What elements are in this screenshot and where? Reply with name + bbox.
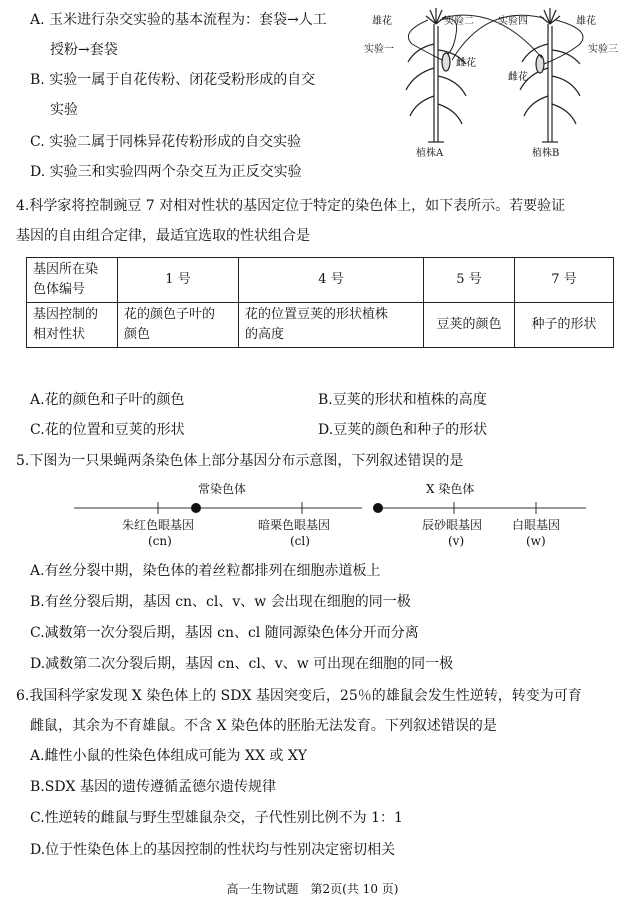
q6-option-b: B.SDX 基因的遗传遵循孟德尔遗传规律 — [30, 779, 276, 795]
label-gene-cl: 暗栗色眼基因 — [258, 518, 331, 532]
cell-text: 颜色 — [124, 327, 151, 342]
fig-label-female-left: 雌花 — [456, 58, 476, 69]
table-cell: 种子的形状 — [515, 303, 614, 348]
table-cell: 4 号 — [239, 258, 424, 303]
q6-option-c: C.性逆转的雌鼠与野生型雄鼠杂交，子代性别比例不为 1：1 — [30, 810, 403, 826]
q3-option-d: D. 实验三和实验四两个杂交互为正反交实验 — [30, 164, 302, 180]
table-header-cell — [27, 303, 118, 348]
fig-label-plant-a: 植株A — [416, 148, 444, 159]
table-cell: 豆荚的颜色 — [424, 303, 515, 348]
q3-option-a-cont: 授粉→套袋 — [50, 42, 118, 58]
q3-option-a: A. 玉米进行杂交实验的基本流程为：套袋→人工 — [30, 12, 327, 28]
q6-stem-line1: 6.我国科学家发现 X 染色体上的 SDX 基因突变后，25％的雄鼠会发生性逆转，转变为可育 — [16, 688, 582, 704]
gene-chromosome-table — [26, 257, 614, 348]
label-autosome: 常染色体 — [198, 482, 247, 496]
autosome-centromere — [191, 503, 201, 513]
table-cell — [118, 303, 239, 348]
label-gene-w-symbol: (w) — [526, 534, 546, 548]
q4-option-d: D.豆荚的颜色和种子的形状 — [318, 422, 488, 438]
q4-option-a: A.花的颜色和子叶的颜色 — [30, 392, 185, 408]
x-centromere — [373, 503, 383, 513]
q5-stem: 5.下图为一只果蝇两条染色体上部分基因分布示意图，下列叙述错误的是 — [16, 453, 464, 469]
fig-label-exp4: 实验四 — [498, 16, 528, 27]
label-gene-cl-symbol: (cl) — [290, 534, 310, 548]
table-header-cell — [27, 258, 118, 303]
corn-pollination-figure — [356, 4, 618, 166]
fig-label-exp3: 实验三 — [588, 44, 618, 55]
q5-option-b: B.有丝分裂后期，基因 cn、cl、v、w 会出现在细胞的同一极 — [30, 594, 411, 610]
q6-stem-line2: 雌鼠，其余为不育雄鼠。不含 X 染色体的胚胎无法发育。下列叙述错误的是 — [30, 718, 497, 734]
page-footer: 高一生物试题 第2页(共 10 页) — [226, 882, 399, 896]
fig-label-male-left: 雄花 — [372, 16, 392, 27]
table-row — [27, 258, 614, 303]
q5-option-a: A.有丝分裂中期，染色体的着丝粒都排列在细胞赤道板上 — [30, 563, 381, 579]
fruit-fly-chromosome-diagram — [70, 478, 590, 548]
label-gene-v: 辰砂眼基因 — [422, 518, 483, 532]
fig-label-male-right: 雄花 — [576, 16, 596, 27]
cell-text: 基因所在染 — [33, 262, 99, 277]
fig-label-exp2: 实验二 — [444, 16, 474, 27]
q5-option-d: D.减数第二次分裂后期，基因 cn、cl、v、w 可出现在细胞的同一极 — [30, 656, 454, 672]
table-cell: 1 号 — [118, 258, 239, 303]
q3-option-c: C. 实验二属于同株异花传粉形成的自交实验 — [30, 134, 302, 150]
q4-stem-line2: 基因的自由组合定律，最适宜选取的性状组合是 — [16, 228, 310, 244]
label-gene-cn: 朱红色眼基因 — [122, 518, 195, 532]
table-row — [27, 303, 614, 348]
table-cell: 5 号 — [424, 258, 515, 303]
cell-text: 相对性状 — [33, 327, 86, 342]
q4-option-c: C.花的位置和豆荚的形状 — [30, 422, 185, 438]
table-cell — [239, 303, 424, 348]
q6-option-a: A.雌性小鼠的性染色体组成可能为 XX 或 XY — [30, 748, 308, 764]
q3-option-b-cont: 实验 — [50, 102, 78, 118]
fig-label-plant-b: 植株B — [532, 148, 560, 159]
cell-text: 花的位置豆荚的形状植株 — [245, 307, 389, 322]
q3-option-b: B. 实验一属于自花传粉、闭花受粉形成的自交 — [30, 72, 316, 88]
q5-option-c: C.减数第一次分裂后期，基因 cn、cl 随同源染色体分开而分离 — [30, 625, 419, 641]
label-gene-v-symbol: (v) — [448, 534, 465, 548]
fig-label-exp1-left: 实验一 — [364, 44, 394, 55]
cell-text: 色体编号 — [33, 282, 86, 297]
table-cell: 7 号 — [515, 258, 614, 303]
label-gene-cn-symbol: (cn) — [148, 534, 172, 548]
cell-text: 的高度 — [245, 327, 285, 342]
label-gene-w: 白眼基因 — [512, 518, 561, 532]
corn-plants-drawing — [356, 4, 618, 166]
q4-option-b: B.豆荚的形状和植株的高度 — [318, 392, 487, 408]
q6-option-d: D.位于性染色体上的基因控制的性状均与性别决定密切相关 — [30, 842, 396, 858]
q4-stem-line1: 4.科学家将控制豌豆 7 对相对性状的基因定位于特定的染色体上，如下表所示。若要验证 — [16, 198, 566, 214]
fig-label-female-right: 雌花 — [508, 72, 528, 83]
cell-text: 基因控制的 — [33, 307, 99, 322]
label-x-chromosome: X 染色体 — [426, 482, 475, 496]
cell-text: 花的颜色子叶的 — [124, 307, 216, 322]
